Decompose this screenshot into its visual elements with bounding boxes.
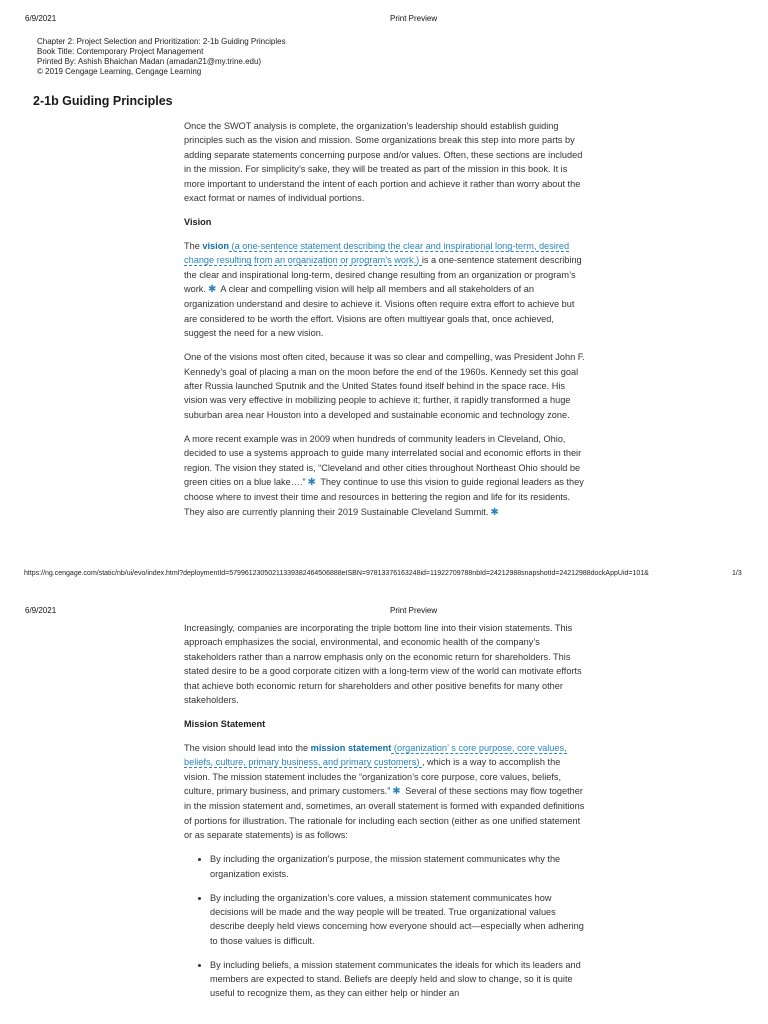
page1-body (184, 119, 586, 530)
intro-paragraph: Once the SWOT analysis is complete, the organization’s leadership should establish guiding principles such as the vision and mission. Some organizations break this step into more parts by adding separate statements concerning purpose and/or values. Often, these sections are included in the mission. For simplicity’s sake, they will be treated as part of the mission in this book. It is more important to understand the intent of each portion and achieve it rather than worry about the exact format or names of individual portions. (184, 121, 583, 204)
vision-term-link[interactable]: vision (202, 240, 229, 251)
mission-paragraph: The vision should lead into the mission statement (organization’ s core purpose, core values, beliefs, culture, primary business, and primary customers) , which is a way to accomplish the vision. The mission statement includes the “organization’s core purpose, core values, beliefs, culture, primary business, and primary customers.” ✱ Several of these sections may flow together in the mission statement and, sometimes, an overall statement is formed with expanded definitions of portions for illustration. The rationale for including each section (either as one unified statement or as separate statements) is as follows: (184, 742, 585, 841)
footnote-icon[interactable]: ✱ (490, 506, 499, 518)
section-heading: 2-1b Guiding Principles (33, 94, 173, 108)
meta-book-title: Book Title: Contemporary Project Management (37, 47, 204, 56)
book-meta (37, 37, 286, 77)
cleveland-paragraph: A more recent example was in 2009 when hundreds of community leaders in Cleveland, Ohio, decided to use a systems approach to guide many interrelated social and economic efforts in their region. The vision they stated is, “Cleveland and other cities throughout Northeast Ohio should be green cities on a blue lake….” ✱ They continue to use this vision to guide regional leaders as they choose where to invest their time and resources in bettering the region and life for its residents. They also are currently planning their 2019 Sustainable Cleveland Summit. ✱ (184, 433, 584, 518)
footnote-icon[interactable]: ✱ (207, 284, 217, 296)
print-preview-title: Print Preview (390, 14, 438, 23)
print-date: 6/9/2021 (25, 606, 57, 615)
meta-printed-by: Printed By: Ashish Bhaichan Madan (amadan21@my.trine.edu) (37, 57, 262, 66)
page-url: https://ng.cengage.com/static/nb/ui/evo/index.html?deploymentId=57996123050211339382464506888eISBN=97813376163248id=11922709788nbId=24212988snapshotId=24212988dockAppUid=101& (24, 570, 649, 577)
mission-term-link[interactable]: mission statement (310, 742, 392, 753)
list-item: • By including the organization’s core values, a mission statement communicates how decisions will be made and the way people will be treated. True organizational values describe deeply held views concerning how everyone should act—especially when adhering to those values is difficult. (210, 891, 586, 949)
footnote-icon[interactable]: ✱ (392, 786, 401, 798)
kennedy-paragraph: One of the visions most often cited, because it was so clear and compelling, was President John F. Kennedy’s goal of placing a man on the moon before the end of the 1960s. Kennedy set this goal after Russia launched Sputnik and the United States found itself behind in the space race. His vision was very effective in mobilizing people to achieve it; further, it rapidly transformed a huge suburban area near Houston into a developed and sustainable economic and technology zone. (184, 352, 585, 420)
vision-glossary[interactable]: (a one-sentence statement describing the clear and inspirational long-term, desired change resulting from an organization or program’s work.) (184, 240, 570, 266)
meta-copyright: © 2019 Cengage Learning, Cengage Learning (37, 67, 202, 76)
list-item: • By including beliefs, a mission statement communicates the ideals for which its leaders and members are expected to stand. Beliefs are deeply held and slow to change, so it is quite useful to recognize them, as they can either help or hinder an (210, 958, 586, 1001)
vision-heading: Vision (184, 216, 212, 227)
print-preview-title: Print Preview (390, 606, 438, 615)
footnote-icon[interactable]: ✱ (307, 476, 316, 488)
vision-paragraph: The vision (a one-sentence statement describing the clear and inspirational long-term, desired change resulting from an organization or program’s work.) is a one-sentence statement describing the clear and inspirational long-term, desired change resulting from an organization or program’s work. ✱ A clear and compelling vision will help all members and all stakeholders of an organization understand and desire to achieve it. Visions often require extra effort to achieve but are considered to be worth the effort. Visions are often multiyear goals that, once achieved, suggest the need for a new vision. (184, 240, 582, 339)
print-date: 6/9/2021 (25, 14, 57, 23)
page-number: 1/3 (732, 570, 742, 577)
triple-bottom-line-paragraph: Increasingly, companies are incorporating the triple bottom line into their vision statements. This approach emphasizes the social, environmental, and economic health of the company’s stakeholders rather than a narrow emphasis only on the economic return for shareholders. This stated desire to be a good corporate citizen with a long-term view of the world can motivate efforts that achieve both economic return for shareholders and other positive benefits for many other stakeholders. (184, 623, 582, 706)
mission-glossary[interactable]: (organization’ s core purpose, core values, beliefs, culture, primary business, and primary customers) (184, 742, 567, 768)
list-item: • By including the organization’s purpose, the mission statement communicates why the organization exists. (210, 852, 586, 881)
page2-body (184, 621, 586, 1010)
meta-chapter: Chapter 2: Project Selection and Prioritization: 2-1b Guiding Principles (37, 37, 286, 46)
mission-rationale-list (184, 852, 586, 1001)
mission-heading: Mission Statement (184, 718, 266, 729)
